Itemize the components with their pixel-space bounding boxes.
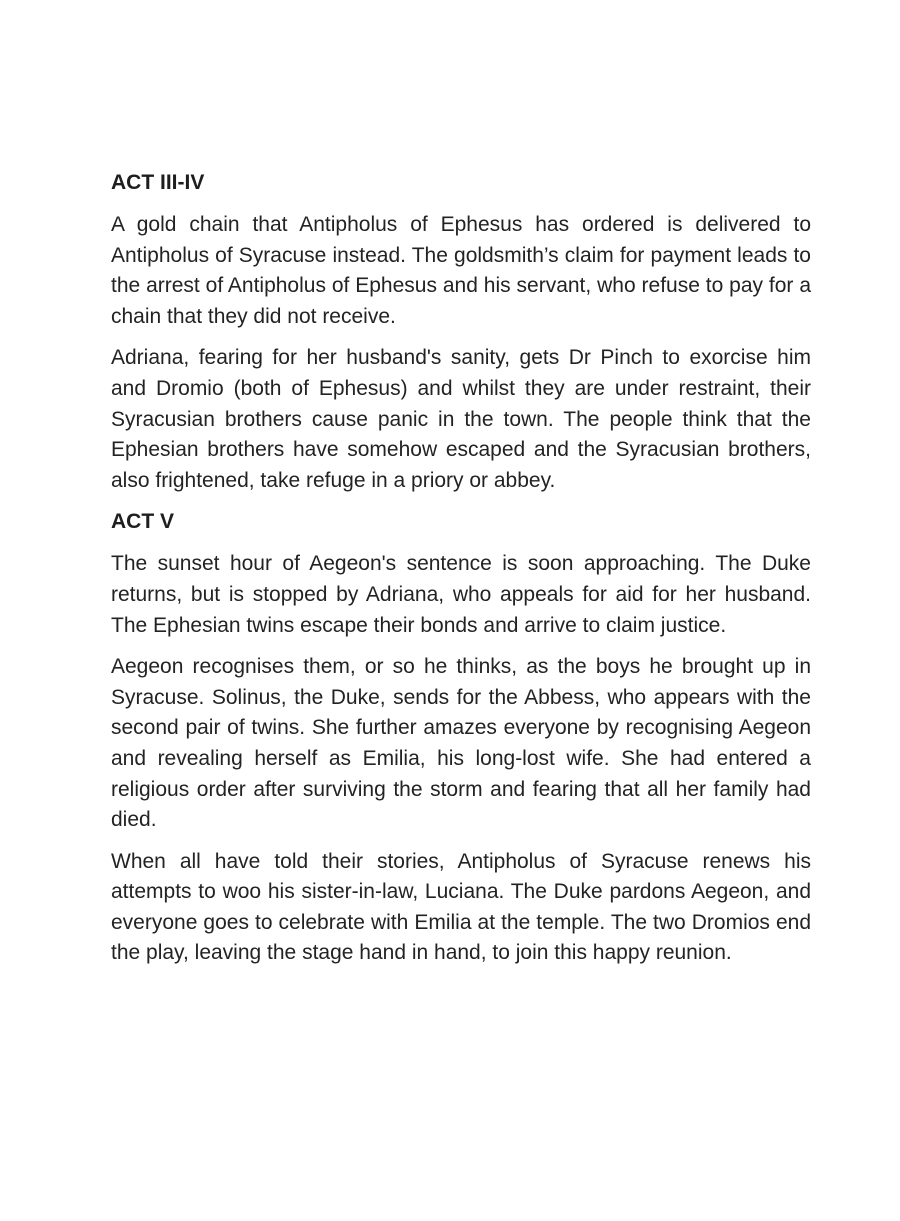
section-heading-act-3-4: ACT III-IV <box>111 171 205 194</box>
document-page <box>111 168 811 969</box>
paragraph-reunion: When all have told their stories, Antipholus of Syracuse renews his attempts to woo his sister-in-law, Luciana. The Duke pardons Aegeon, and everyone goes to celebrate with Emilia at the temple. The two Dromios end the play, leaving the stage hand in hand, to join this happy reunion. <box>111 849 811 965</box>
section-act-5 <box>111 507 811 969</box>
section-act-3-4 <box>111 168 811 496</box>
paragraph-aegeon-recognises: Aegeon recognises them, or so he thinks, as the boys he brought up in Syracuse. Solinus, the Duke, sends for the Abbess, who appears with the second pair of twins. She further amazes everyone by recognising Aegeon and revealing herself as Emilia, his long-lost wife. She had entered a religious order after surviving the storm and fearing that all her family had died. <box>111 655 811 832</box>
paragraph-gold-chain: A gold chain that Antipholus of Ephesus has ordered is delivered to Antipholus of Syracuse instead. The goldsmith’s claim for payment leads to the arrest of Antipholus of Ephesus and his servant, who refuse to pay for a chain that they did not receive. <box>111 213 811 328</box>
paragraph-sunset-hour: The sunset hour of Aegeon's sentence is soon approaching. The Duke returns, but is stopped by Adriana, who appeals for aid for her husband. The Ephesian twins escape their bonds and arrive to claim justice. <box>111 552 811 637</box>
section-heading-act-5: ACT V <box>111 510 174 534</box>
paragraph-adriana: Adriana, fearing for her husband's sanity, gets Dr Pinch to exorcise him and Dromio (both of Ephesus) and whilst they are under restraint, their Syracusian brothers cause panic in the town. The people think that the Ephesian brothers have somehow escaped and the Syracusian brothers, also frightened, take refuge in a priory or abbey. <box>111 346 811 492</box>
